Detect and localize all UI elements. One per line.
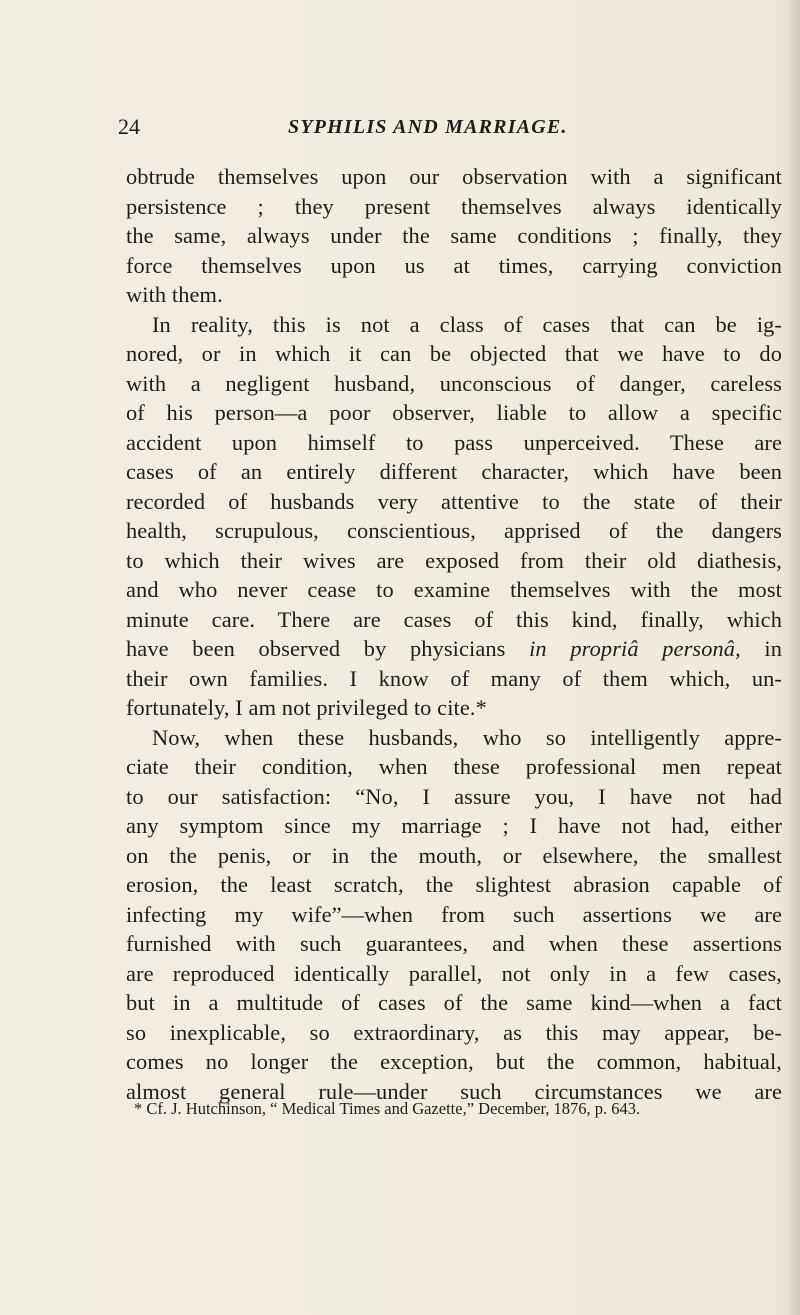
text-line: on the penis, or in the mouth, or elsewhere, the smallest bbox=[126, 842, 782, 868]
running-head bbox=[118, 114, 782, 140]
text-line: with them. bbox=[126, 282, 223, 307]
text-line: health, scrupulous, conscientious, apprised of the dangers bbox=[126, 518, 782, 543]
footnote: * Cf. J. Hutchinson, “ Medical Times and Gazette,” December, 1876, p. 643. bbox=[134, 1099, 641, 1118]
running-title: SYPHILIS AND MARRIAGE. bbox=[288, 116, 568, 138]
text-line: furnished with such guarantees, and when these assertions bbox=[126, 931, 782, 956]
text-line: their own families. I know of many of them which, un- bbox=[126, 665, 782, 691]
text-line: nored, or in which it can be objected that we have to do bbox=[126, 341, 782, 366]
text-line: are reproduced identically parallel, not only in a few cases, bbox=[126, 960, 782, 986]
text-line: In reality, this is not a class of cases that can be ig- bbox=[152, 311, 782, 337]
text-line: and who never cease to examine themselves with the most bbox=[126, 577, 782, 602]
text-line: to our satisfaction: “No, I assure you, I have not had bbox=[126, 783, 782, 809]
text-line: any symptom since my marriage ; I have not had, either bbox=[126, 813, 782, 838]
text-line: erosion, the least scratch, the slightest abrasion capable of bbox=[126, 872, 782, 897]
text-line: have been observed by physicians in propriâ personâ, in bbox=[126, 636, 782, 661]
text-line: ciate their condition, when these professional men repeat bbox=[126, 754, 782, 779]
text-line: almost general rule—under such circumstances we are bbox=[126, 1078, 782, 1104]
text-line: Now, when these husbands, who so intelligently appre- bbox=[152, 724, 782, 750]
text-line: of his person—a poor observer, liable to allow a specific bbox=[126, 400, 782, 425]
page-number: 24 bbox=[118, 114, 140, 139]
text-line: cases of an entirely different character, which have been bbox=[126, 459, 782, 484]
text-line: accident upon himself to pass unperceived. These are bbox=[126, 429, 782, 455]
text-line: the same, always under the same conditions ; finally, they bbox=[126, 223, 782, 248]
text-line: with a negligent husband, unconscious of danger, careless bbox=[126, 370, 782, 396]
text-line: force themselves upon us at times, carrying conviction bbox=[126, 252, 782, 278]
text-line: infecting my wife”—when from such assertions we are bbox=[126, 901, 782, 927]
text-line: minute care. There are cases of this kind, finally, which bbox=[126, 606, 782, 632]
text-line: so inexplicable, so extraordinary, as this may appear, be- bbox=[126, 1019, 782, 1045]
text-line: to which their wives are exposed from their old diathesis, bbox=[126, 547, 782, 573]
text-line: obtrude themselves upon our observation with a significant bbox=[126, 164, 782, 189]
text-line: but in a multitude of cases of the same kind—when a fact bbox=[126, 990, 782, 1015]
text-line: persistence ; they present themselves always identically bbox=[126, 193, 782, 219]
italic-phrase: in propriâ personâ bbox=[529, 636, 736, 661]
text-line: comes no longer the exception, but the common, habitual, bbox=[126, 1049, 782, 1074]
body-text bbox=[126, 162, 782, 1106]
text-line: fortunately, I am not privileged to cite.* bbox=[126, 695, 487, 720]
text-line: recorded of husbands very attentive to the state of their bbox=[126, 488, 782, 514]
